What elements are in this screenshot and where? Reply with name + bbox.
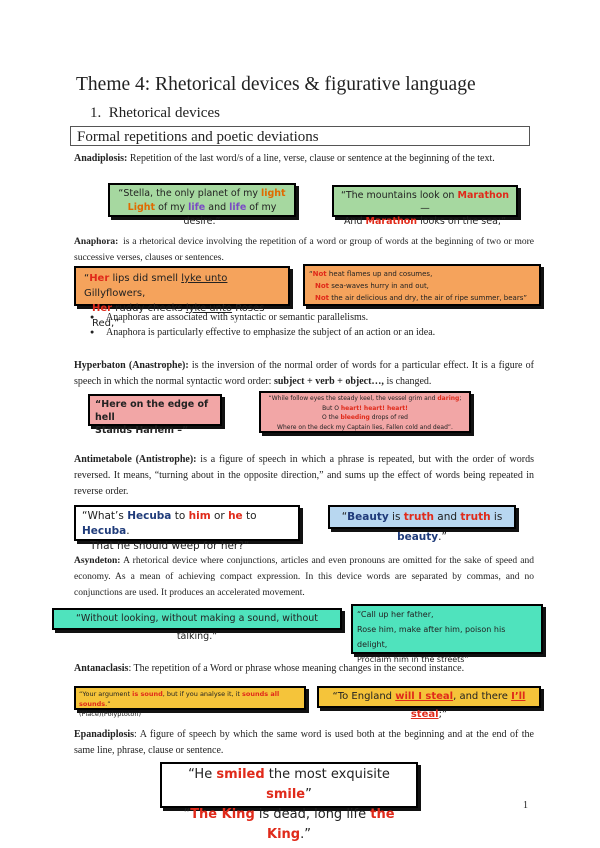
anadiplosis-paragraph bbox=[74, 151, 534, 167]
quote-box-epanadiplosis: “He smiled the most exquisite smile” “The King is dead, long life the King.” bbox=[160, 762, 418, 808]
list-item: ● Anaphora is particularly effective to emphasize the subject of an action or an idea. bbox=[90, 325, 530, 340]
definition-text: is the inversion of the normal order of words for a particular effect. It is a figure of speech in which the normal syntactic word order: bbox=[74, 360, 534, 387]
page-title: Theme 4: Rhetorical devices & figurative language bbox=[76, 74, 476, 95]
anaphora-paragraph bbox=[74, 234, 534, 266]
definition-text: : The repetition of a Word or phrase whose meaning changes in the second instance. bbox=[128, 663, 465, 674]
definition-text: A rhetorical device where conjunctions, articles and even pronouns are omitted for the sake of speed and economy. As a mean of achieving compact expression. In this device words are separated by commas, and no conjunctions are used. It produces an accelerated movement. bbox=[74, 556, 534, 598]
subtitle: 1. Rhetorical devices bbox=[90, 105, 220, 121]
term-asyndeton: Asyndeton: bbox=[74, 556, 121, 566]
quote-box-anadiplosis-2: “The mountains look on Marathon— And Marathon looks on the sea;” bbox=[332, 185, 518, 217]
asyndeton-paragraph bbox=[74, 553, 534, 601]
definition-text: is changed. bbox=[383, 376, 432, 387]
quote-box-hyperbaton-2: “While follow eyes the steady keel, the vessel grim and daring; But O heart! heart! heart! O the bleeding drops of red Where on the deck my Captain lies, Fallen cold and dead”. bbox=[259, 391, 471, 433]
term-anaphora: Anaphora: bbox=[74, 237, 119, 247]
antimetabole-paragraph bbox=[74, 452, 534, 500]
word-order-formula: subject + verb + object…, bbox=[273, 376, 384, 387]
definition-text: is a rhetorical device involving the repetition of a word or group of words at the beginning of two or more successive verses, clauses or sentences. bbox=[74, 237, 534, 263]
term-antanaclasis: Antanaclasis bbox=[74, 663, 129, 674]
quote-box-asyndeton-2: “Call up her father, Rose him, make after him, poison his delight, Proclaim him in the streets” bbox=[351, 604, 543, 654]
antanaclasis-paragraph bbox=[74, 661, 534, 677]
quote-box-antanaclasis-1: “Your argument is sound, but if you analyse it, it sounds all sounds.” (Place)(Polyptoton) bbox=[74, 686, 306, 710]
definition-text: : A figure of speech by which the same word is used both at the beginning and at the end of the same line, phrase, clause or sentence. bbox=[74, 729, 534, 756]
quote-box-antimetabole-1: “What’s Hecuba to him or he to Hecuba. That he should weep for her?” bbox=[74, 505, 300, 541]
term-hyperbaton: Hyperbaton (Anastrophe): bbox=[74, 360, 189, 371]
page-number: 1 bbox=[523, 800, 528, 811]
term-antimetabole: Antimetabole (Antistrophe): bbox=[74, 454, 197, 465]
list-item: ● Anaphoras are associated with syntactic or semantic parallelisms. bbox=[90, 310, 530, 325]
quote-box-anadiplosis-1: “Stella, the only planet of my light Light of my life and life of my desire.” bbox=[108, 183, 296, 217]
quote-box-antimetabole-2: “Beauty is truth and truth is beauty.” bbox=[328, 505, 516, 529]
quote-box-asyndeton-1: “Without looking, without making a sound, without talking.” bbox=[52, 608, 342, 630]
quote-box-anaphora-2: “Not heat flames up and cosumes, Not sea-waves hurry in and out, Not the air delicious and dry, the air of ripe summer, bears” bbox=[303, 264, 541, 306]
definition-text: Repetition of the last word/s of a line, verse, clause or sentence at the beginning of the text. bbox=[127, 153, 495, 164]
quote-box-hyperbaton-1: “Here on the edge of hell Stands Harlem –” bbox=[88, 394, 222, 426]
hyperbaton-paragraph bbox=[74, 358, 534, 390]
term-epanadiplosis: Epanadiplosis bbox=[74, 729, 135, 740]
term-anadiplosis: Anadiplosis: bbox=[74, 153, 128, 164]
section-header: Formal repetitions and poetic deviations bbox=[70, 126, 530, 146]
definition-text: is a figure of speech in which a phrase is repeated, but with the order of words reversed. It means, “turning about in the opposite direction,” and sums up the effect of words being repeated in reverse order. bbox=[74, 454, 534, 497]
quote-box-anaphora-1: “Her lips did smell lyke unto Gillyflowers, Her ruddy cheeks lyke unto Roses Red,” bbox=[74, 266, 290, 306]
anaphora-bullet-list bbox=[90, 310, 530, 340]
epanadiplosis-paragraph bbox=[74, 727, 534, 759]
quote-box-antanaclasis-2: “To England will I steal, and there I’ll steal;” bbox=[317, 686, 541, 708]
